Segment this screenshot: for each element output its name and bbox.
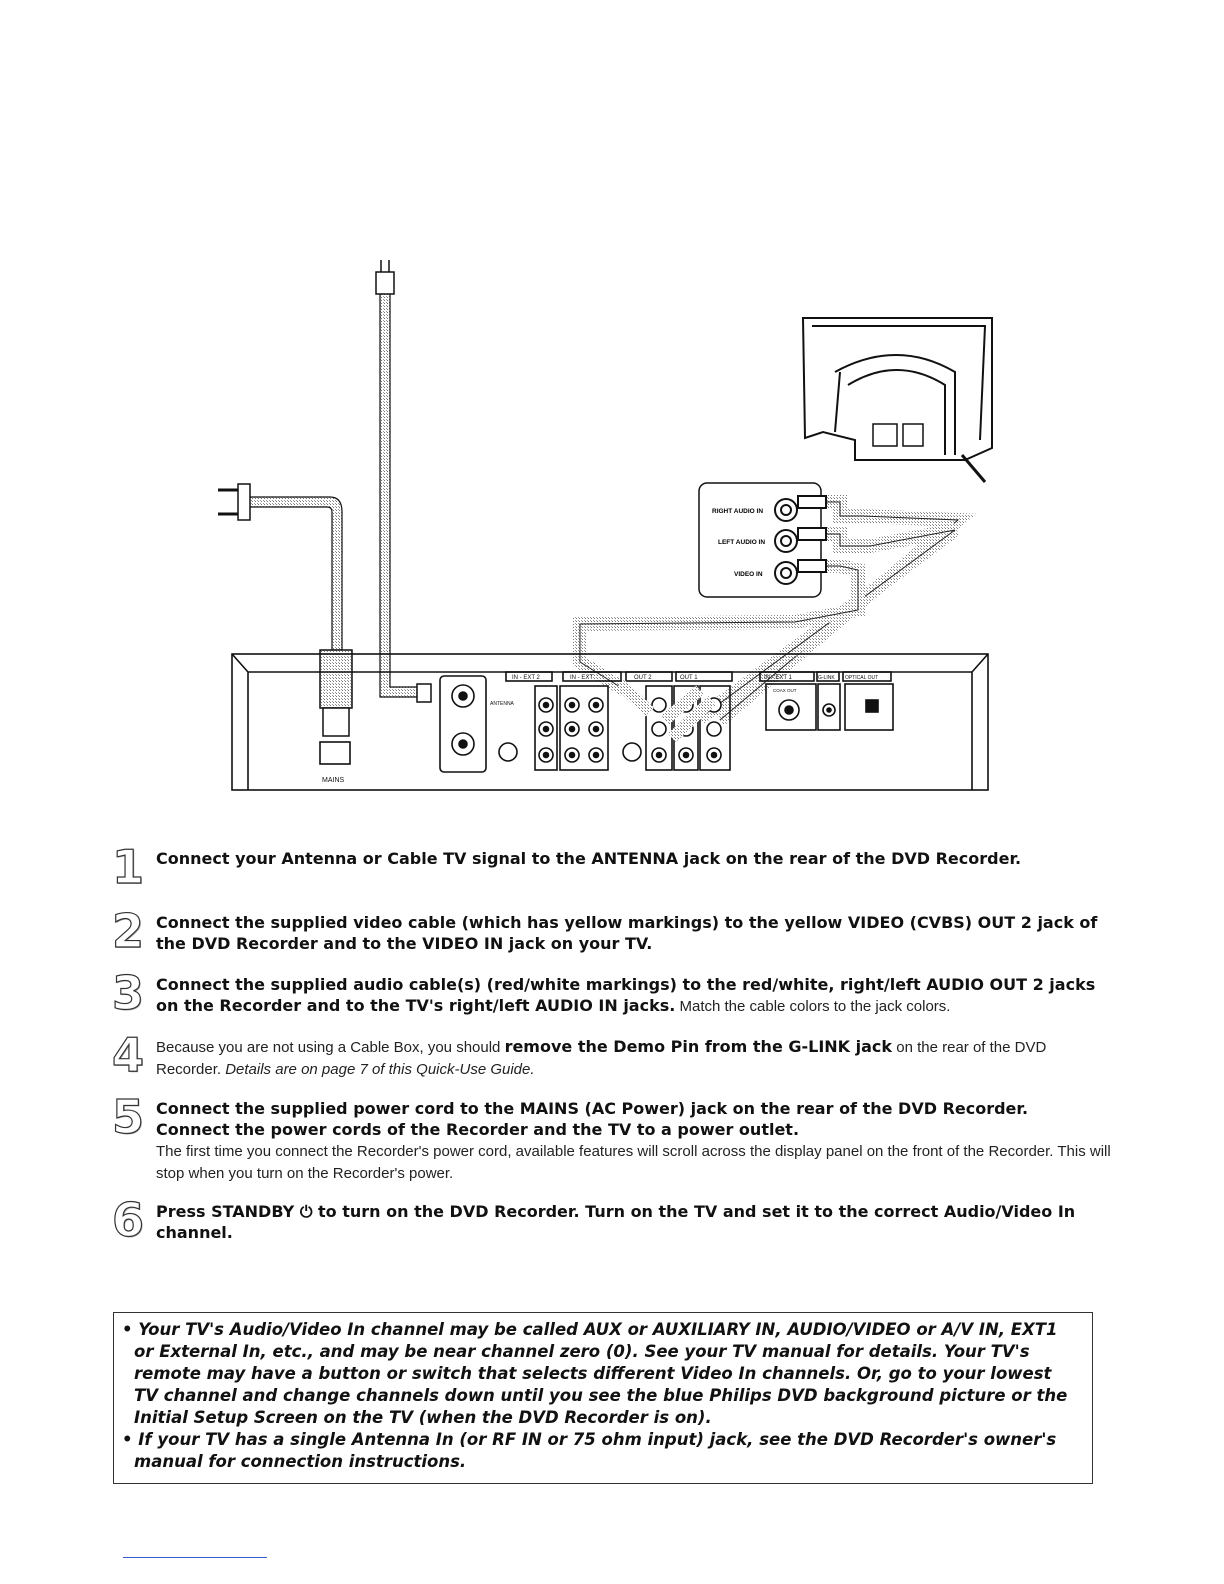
step-5-note: The first time you connect the Recorder's power cord, available features will scroll across the display panel on the front of the Recorder. This will stop when you turn on the Recorder's power.	[156, 1143, 1111, 1182]
step-5-text: Connect the supplied power cord to the MAINS (AC Power) jack on the rear of the DVD Recorder.	[156, 1099, 1029, 1118]
out2-label: OUT 2	[634, 675, 652, 681]
tv-rear-illustration	[803, 318, 992, 482]
optical-out-label: OPTICAL OUT	[845, 675, 879, 681]
footer-rule	[123, 1557, 267, 1558]
out1-label: OUT 1	[680, 675, 698, 681]
step-number: 4	[112, 1028, 145, 1082]
in-ext-label: IN - EXT	[570, 675, 594, 681]
antenna-jack-label: ANTENNA	[490, 701, 514, 707]
step-1	[112, 840, 1112, 894]
step-6	[112, 1193, 1112, 1247]
left-audio-in-label: LEFT AUDIO IN	[718, 539, 766, 546]
mains-label: MAINS	[322, 777, 345, 784]
step-2	[112, 904, 1112, 958]
video-in-label: VIDEO IN	[734, 571, 763, 578]
step-2-text: Connect the supplied video cable (which has yellow markings) to the yellow VIDEO (CVBS) OUT 2 jack of the DVD Recorder and to the VIDEO IN jack on your TV.	[156, 913, 1098, 953]
tip-box	[113, 1312, 1093, 1484]
step-number: 6	[112, 1193, 145, 1247]
right-audio-in-label: RIGHT AUDIO IN	[712, 508, 764, 515]
step-number: 3	[112, 966, 145, 1020]
g-link-label: G-LINK	[818, 675, 835, 681]
coax-out-label: COAX OUT	[773, 688, 797, 693]
step-number: 1	[112, 840, 145, 894]
step-3-text: Connect the supplied audio cable(s) (red/white markings) to the red/white, right/left AUDIO OUT 2 jacks on the Recorder and to the TV's right/left AUDIO IN jacks.	[156, 975, 1096, 1015]
step-4	[112, 1028, 1112, 1082]
step-5	[112, 1090, 1112, 1184]
step-6-text: Press STANDBY ⏻ to turn on the DVD Recorder. Turn on the TV and set it to the correct Audio/Video In channel.	[156, 1202, 1076, 1242]
tip-item-1: • Your TV's Audio/Video In channel may be called AUX or AUXILIARY IN, AUDIO/VIDEO or A/V IN, EXT1 or External In, etc., and may be near channel zero (0). See your TV manual for details. Your TV's remote may have a button or switch that selects different Video In channels. Or, go to your lowest TV channel and change channels down until you see the blue Philips DVD background picture or the Initial Setup Screen on the TV (when the DVD Recorder is on).	[122, 1320, 1068, 1427]
step-4-reference: Details are on page 7 of this Quick-Use Guide.	[225, 1061, 535, 1078]
step-4-rest: on the rear of the DVD Recorder.	[156, 1039, 1047, 1078]
step-1-text: Connect your Antenna or Cable TV signal to the ANTENNA jack on the rear of the DVD Recorder.	[156, 849, 1022, 868]
step-3-note: Match the cable colors to the jack colors.	[675, 998, 951, 1015]
in-ext2-label: IN - EXT 2	[512, 675, 540, 681]
tip-item-2: • If your TV has a single Antenna In (or RF IN or 75 ohm input) jack, see the DVD Recorder's owner's manual for connection instructions.	[122, 1430, 1057, 1471]
step-5-text-2: Connect the power cords of the Recorder and the TV to a power outlet.	[156, 1120, 800, 1139]
step-number: 5	[112, 1090, 145, 1144]
step-number: 2	[112, 904, 145, 958]
in-ext1-label: IN - EXT 1	[764, 675, 792, 681]
power-cord	[218, 484, 352, 736]
step-4-text: remove the Demo Pin from the G-LINK jack	[504, 1037, 893, 1056]
antenna-cable	[376, 260, 431, 702]
step-3	[112, 966, 1112, 1020]
step-4-intro: Because you are not using a Cable Box, you should	[156, 1039, 505, 1056]
